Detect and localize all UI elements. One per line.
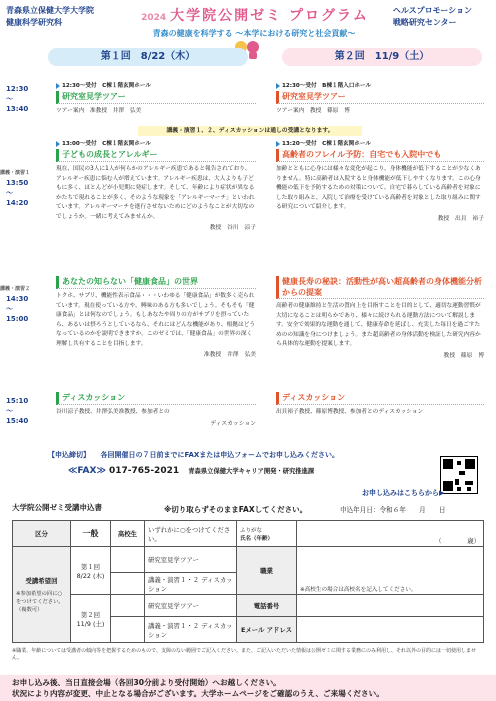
time-to: 13:40 [6, 105, 29, 113]
kubun-label: 区分 [13, 521, 71, 547]
session-body: ツアー案内 准教授 井澤 弘美 [56, 108, 142, 114]
round2-tour-label: 研究室見学ツアー [145, 595, 237, 617]
mail-label: Eメール アドレス [237, 617, 297, 643]
session-meta: 12:30～受付 B棟１階入口ホール [276, 82, 484, 91]
session-title: 高齢者のフレイル予防：自宅でも入院中でも [276, 149, 484, 162]
day2-session-tour [276, 82, 484, 117]
session-body: ツアー案内 教授 篠原 博 [276, 108, 350, 114]
arrow-icon [56, 141, 60, 147]
form-footnote: ※職業、年齢については受講者の傾向等を把握するためのもので、支障のない範囲でご記入ください。また、ご記入いただいた情報は公開ゼミに関する業務にのみ利用し、それ以外の目的には一切使用しません。 [12, 648, 477, 661]
session-body: 出貝裕子教授、篠原博教授、参加者とのディスカッション [276, 409, 424, 415]
round1-tour-check[interactable] [111, 547, 145, 573]
slot-tag: 講義・演習２ [0, 286, 31, 292]
fax-label: ≪FAX≫ [68, 466, 106, 476]
session-title: ディスカッション [56, 392, 256, 405]
session-lecturer: 教授 篠原 博 [443, 352, 484, 359]
hope-label: 受講希望回 [25, 577, 58, 585]
time-tilde: ～ [6, 189, 13, 197]
session-body: トクホ、サプリ、機能性表示食品・・・いわゆる「健康食品」が数多く売られています。現在使っている方や、興味のある方も多いでしょう。そもそも「健康食品」とは何なのでしょう。もしあなたや周りの方がサプリを摂っていたら、あるいは摂ろうとしているなら、それにはどんな機能があり、根拠はどうなっているのかを説明できますか。このゼミでは、「健康食品」の世界の深く理解し共有することを目指します。 [56, 293, 256, 347]
session-meta: 13:20～受付 C棟１階玄関ホール [276, 140, 484, 149]
category-general[interactable]: 一般 [71, 521, 111, 547]
time-tilde: ～ [6, 95, 13, 103]
department: 青森県立保健大学キャリア開発・研究推進課 [188, 468, 315, 475]
deadline-notice: 【申込締切】 各回開催日の７日前までにFAXまたは申込フォームでお申し込みください。 [48, 451, 339, 459]
round1-lecture-check[interactable] [111, 573, 145, 595]
page-title [120, 5, 390, 25]
tel-field[interactable] [297, 595, 484, 617]
time-from: 12:30 [6, 85, 29, 93]
category-highschool[interactable]: 高校生 [111, 521, 145, 547]
org-left-2: 健康科学研究科 [6, 18, 62, 27]
time-tilde: ～ [6, 305, 13, 313]
round2-lecture-label: 講義・演習１・２ ディスカッション [145, 617, 237, 643]
time-to: 15:00 [6, 315, 29, 323]
round1-label: 第１回 8/22 (木) [71, 547, 111, 595]
day2-session-longevity [276, 276, 484, 361]
day1-session-tour [56, 82, 256, 117]
subtitle: 青森の健康を科学する ～本学における研究と社会貢献～ [152, 29, 356, 38]
day1-session-allergy [56, 140, 256, 233]
session-lecturer: 教授 出貝 裕子 [437, 215, 484, 222]
session-lecturer: 教授 谷川 涼子 [209, 225, 256, 231]
triangle-icon: ▶ [439, 489, 445, 497]
round1-tour-label: 研究室見学ツアー [145, 547, 237, 573]
round2-label: 第２回 11/9 (土) [71, 595, 111, 643]
day2-session-discussion [276, 392, 484, 418]
cut-notice: ※切り取らずそのままFAXしてください。 [164, 505, 308, 514]
furigana-label: ふりがな [240, 527, 263, 534]
time-slot-1 [6, 84, 28, 114]
footer-line-2: 状況により内容が変更、中止となる場合がございます。大学ホームページをご確認のうえ、ご来場ください。 [12, 689, 384, 698]
time-to: 14:20 [6, 199, 29, 207]
slot-tag: 講義・演習１ [0, 170, 31, 176]
hope-note: ※参加希望の回に○をつけてください。（複数可） [16, 591, 64, 613]
session-title: 子どもの成長とアレルギー [56, 149, 256, 162]
tel-label: 電話番号 [237, 595, 297, 617]
session-meta: 13:00～受付 C棟１階玄関ホール [56, 140, 256, 149]
session-title: 研究室見学ツアー [56, 91, 256, 104]
time-slot-3 [0, 284, 31, 324]
org-right [393, 5, 472, 29]
arrow-icon [276, 83, 280, 89]
day1-session-health-food [56, 276, 256, 360]
round1-lecture-label: 講義・演習１・２ ディスカッション [145, 573, 237, 595]
fax-line [68, 466, 314, 476]
day2-session-frailty [276, 140, 484, 224]
year: 2024 [141, 13, 167, 23]
fax-number: 017-765-2021 [109, 466, 180, 476]
time-to: 15:40 [6, 417, 29, 425]
org-left [6, 5, 94, 29]
name-age-label: 氏名（年齢） [240, 535, 274, 542]
application-form [12, 520, 484, 643]
time-slot-4 [6, 396, 28, 426]
session-body: 谷川涼子教授、井澤弘美准教授、参加者との [56, 409, 170, 415]
session-title: ディスカッション [276, 392, 484, 405]
session-body: 加齢とともに心身には様々な変化が起こり、身体機能が低下することが少なくありません。特に高齢者は入院すると身体機能が低下しやすくなります。この心身機能の低下を予防するための対策について、自宅で暮らしている高齢者を対象にした取り組みと、入院して治療を受けている高齢者を対象とした取り組みに関する研究について紹介します。 [276, 166, 481, 210]
mail-field[interactable] [297, 617, 484, 643]
footer [0, 675, 496, 701]
round2-tour-check[interactable] [111, 595, 145, 617]
name-label [237, 521, 297, 547]
job-field[interactable]: ※高校生の場合は高校名を記入してください。 [297, 547, 484, 595]
note-bar: 講義・演習１、２、ディスカッションは通しの受講となります。 [138, 126, 362, 136]
session-meta: 12:30～受付 C棟１階玄関ホール [56, 82, 256, 91]
session-body: 現在、国民の3人に1人が何らかのアレルギー疾患であると報告されており、アレルギー疾患に悩む人が増えています。アレルギー疾患は、大人よりも子どもに多く、ほとんどが小児期に発症します。そして、年齢により症状が異なるかたちで現れることが多く、そのような現象を「アレルギーマーチ」といわれています。アレルギーマーチを進行させないためにどのようなことが大切なのでしょうか。一緒に考えてみませんか。 [56, 166, 255, 220]
title-text: 大学院公開ゼミ プログラム [170, 8, 369, 24]
circle-note: いずれかに○をつけてください。 [145, 521, 237, 547]
arrow-icon [56, 83, 60, 89]
session-body: 高齢者の健康維持と生活の質向上を目指すことを目的として、適切な運動習慣が大切になることは明らかであり、様々に続けられる運動方法について解説します。安全で効果的な運動を通して、健康寿命を延ばし、充実した毎日を過ごすためのの知識を身につけましょう。また超高齢者の身体活動を検証した研究内容から具体的な運動を提案します。 [276, 303, 481, 347]
day2-header: 第２回 11/9（土） [282, 48, 482, 66]
org-right-1: ヘルスプロモーション [392, 6, 472, 15]
time-from: 15:10 [6, 397, 29, 405]
session-lecturer: 准教授 井澤 弘美 [203, 352, 256, 358]
session-title: 健康長寿の秘訣：活動性が高い超高齢者の身体機能分析からの提案 [276, 276, 484, 299]
form-title: 大学院公開ゼミ受講申込書 [12, 503, 102, 512]
time-slot-2 [0, 168, 31, 208]
session-lecturer: ディスカッション [210, 420, 256, 427]
apply-link[interactable]: お申し込みはこちらから▶ [362, 489, 445, 497]
day1-session-discussion [56, 392, 256, 429]
round2-lecture-check[interactable] [111, 617, 145, 643]
hope-cell [13, 547, 71, 643]
time-from: 14:30 [6, 295, 29, 303]
session-title: 研究室見学ツアー [276, 91, 484, 104]
qr-code-icon[interactable] [440, 456, 478, 494]
name-field[interactable]: （ 歳） [297, 521, 484, 547]
session-title: あなたの知らない「健康食品」の世界 [56, 276, 256, 289]
time-tilde: ～ [6, 407, 13, 415]
org-left-1: 青森県立保健大学大学院 [6, 6, 94, 15]
arrow-icon [276, 141, 280, 147]
application-date[interactable]: 申込年月日：令和６年 月 日 [340, 506, 446, 514]
footer-line-1: お申し込み後、当日直接会場（各回30分前より受付開始）へお越しください。 [12, 678, 281, 687]
org-right-2: 戦略研究センター [392, 18, 457, 27]
job-label: 職業 [237, 547, 297, 595]
day1-header: 第１回 8/22（木） [48, 48, 248, 66]
time-from: 13:50 [6, 179, 29, 187]
